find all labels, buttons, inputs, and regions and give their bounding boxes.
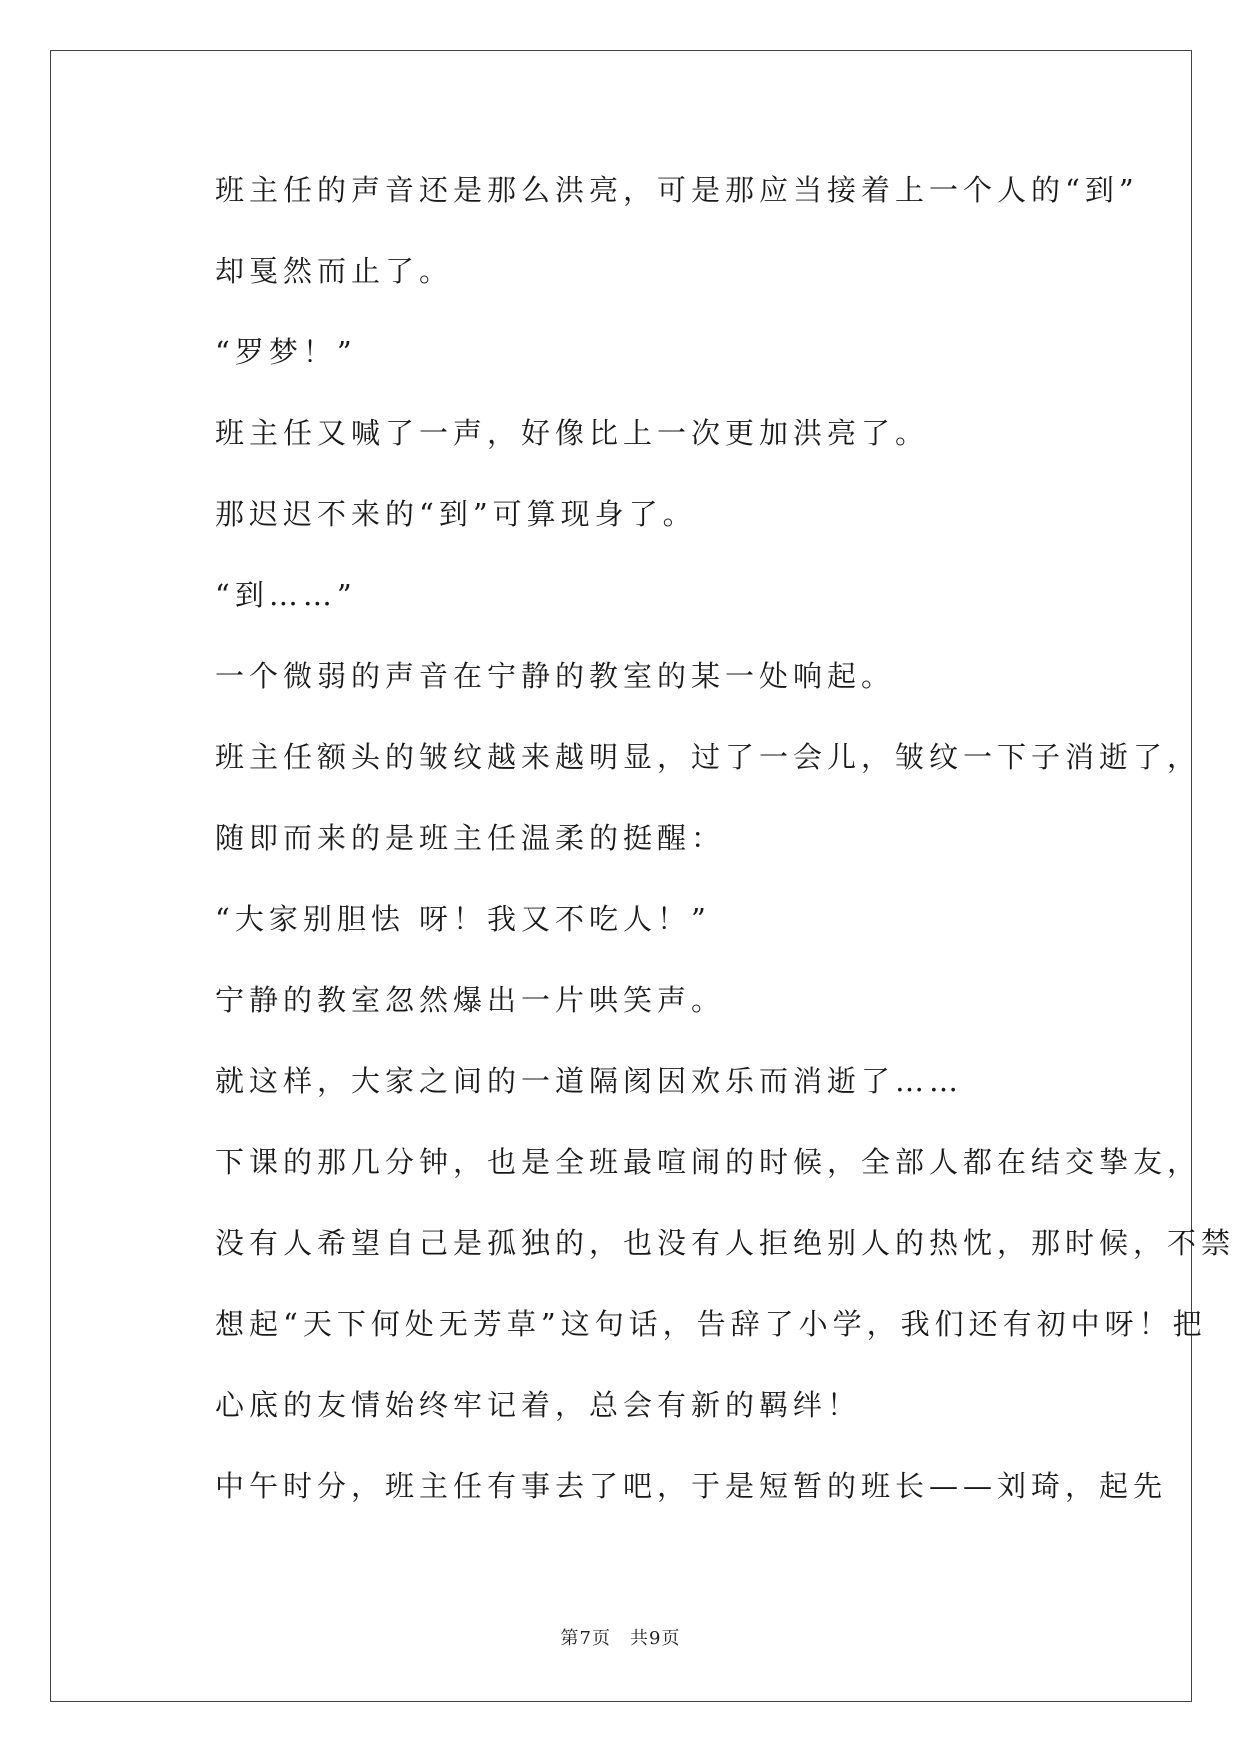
- text-line: 中午时分，班主任有事去了吧，于是短暂的班长——刘琦，起先: [215, 1469, 1168, 1503]
- paragraph: [153, 150, 1139, 312]
- paragraph: [153, 312, 1113, 393]
- paragraph: [153, 717, 1202, 879]
- text-line: 下课的那几分钟，也是全班最喧闹的时候，全部人都在结交挚友，: [215, 1145, 1202, 1179]
- paragraph: [153, 474, 1113, 555]
- paragraph: [153, 555, 1113, 636]
- text-line: “到……”: [215, 578, 357, 612]
- text-line: “罗梦！”: [215, 335, 357, 369]
- text-line: 班主任又喊了一声，好像比上一次更加洪亮了。: [215, 416, 930, 450]
- text-line: 想起“天下何处无芳草”这句话，告辞了小学，我们还有初中呀！把: [215, 1307, 1207, 1341]
- text-line: 班主任额头的皱纹越来越明显，过了一会儿，皱纹一下子消逝了，: [215, 740, 1202, 774]
- text-line: 心底的友情始终牢记着，总会有新的羁绊！: [215, 1388, 862, 1422]
- text-line: 宁静的教室忽然爆出一片哄笑声。: [215, 983, 726, 1017]
- text-line: 却戛然而止了。: [215, 254, 454, 288]
- text-line: 一个微弱的声音在宁静的教室的某一处响起。: [215, 659, 896, 693]
- document-body: [153, 150, 1236, 1527]
- paragraph: [153, 960, 1113, 1041]
- page-number-footer: 第7页 共9页: [560, 1628, 681, 1649]
- paragraph: [153, 1446, 1168, 1527]
- paragraph: [153, 879, 1113, 960]
- paragraph: [153, 636, 1113, 717]
- text-line: “大家别胆怯 呀！我又不吃人！”: [215, 902, 711, 936]
- text-line: 班主任的声音还是那么洪亮，可是那应当接着上一个人的“到”: [215, 173, 1139, 207]
- paragraph: [153, 393, 1113, 474]
- paragraph: [153, 1122, 1236, 1446]
- paragraph: [153, 1041, 1113, 1122]
- text-line: 就这样，大家之间的一道隔阂因欢乐而消逝了……: [215, 1064, 964, 1098]
- text-line: 随即而来的是班主任温柔的挺醒：: [215, 821, 726, 855]
- text-line: 那迟迟不来的“到”可算现身了。: [215, 497, 697, 531]
- text-line: 没有人希望自己是孤独的，也没有人拒绝别人的热忱，那时候，不禁: [215, 1226, 1236, 1260]
